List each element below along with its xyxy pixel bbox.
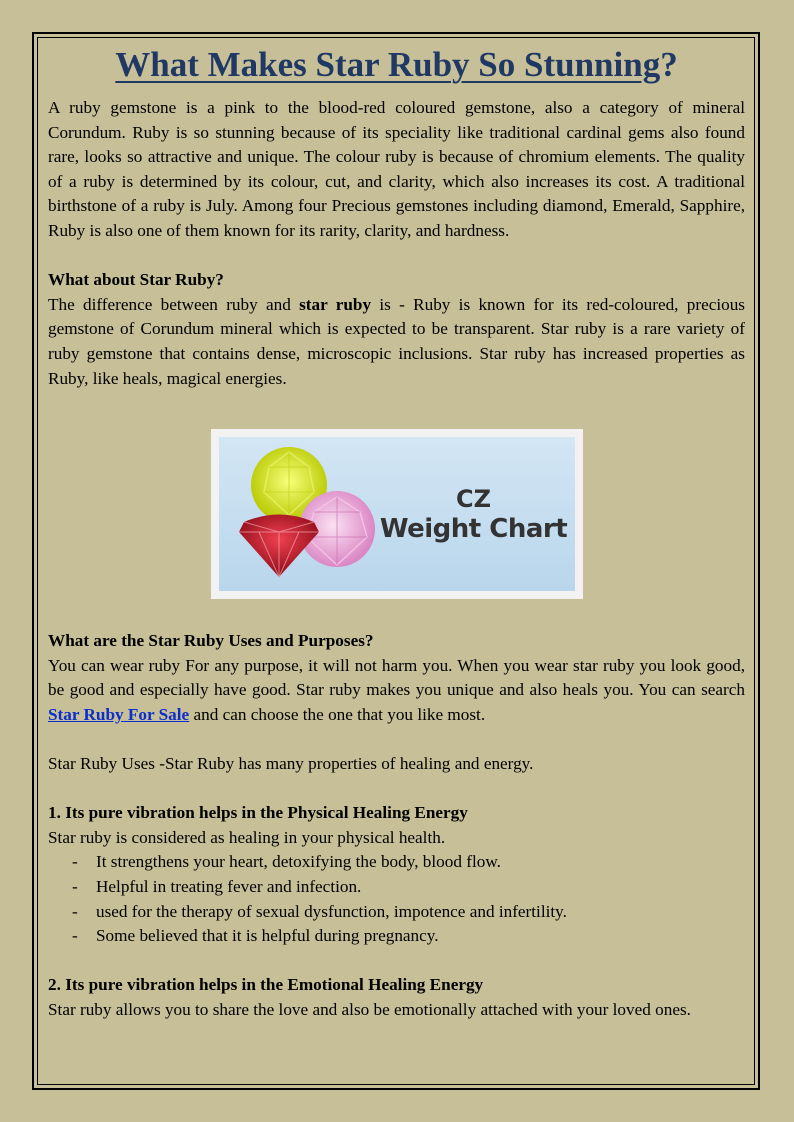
star-ruby-heading: What about Star Ruby?: [48, 270, 224, 290]
page-title-mark: ?: [660, 45, 678, 84]
image-caption-line2: Weight Chart: [379, 514, 568, 545]
emotional-paragraph: Star ruby allows you to share the love and also be emotionally attached with your loved ones.: [48, 1000, 691, 1020]
intro-paragraph: A ruby gemstone is a pink to the blood-red coloured gemstone, also a category of mineral Corundum. Ruby is so stunning because of its speciality like traditional cardinal gems also found rare, looks so attractive and unique. The colour ruby is because of chromium elements. The quality of a ruby is determined by its colour, cut, and clarity, which also increases its cost. A traditional birthstone of a ruby is July. Among four Precious gemstones including diamond, Emerald, Sapphire, Ruby is also one of them known for its rarity, clarity, and hardness.: [48, 98, 745, 240]
star-ruby-paragraph: The difference between ruby and star ruby is - Ruby is known for its red-coloured, precious gemstone of Corundum mineral which is expected to be transparent. Star ruby is a rare variety of ruby gemstone that contains dense, microscopic inclusions. Star ruby has increased properties as Ruby, like heals, magical energies.: [48, 294, 745, 388]
physical-paragraph: Star ruby is considered as healing in your physical health.: [48, 827, 446, 847]
list-item: - Helpful in treating fever and infection.: [48, 875, 745, 900]
page-title: [48, 38, 745, 92]
cz-weight-chart-image: [211, 429, 583, 599]
star-ruby-bold: star ruby: [299, 294, 372, 314]
uses-line: Star Ruby Uses -Star Ruby has many properties of healing and energy.: [48, 754, 534, 774]
physical-heading: 1. Its pure vibration helps in the Physical Healing Energy: [48, 803, 468, 823]
physical-list: [48, 850, 745, 948]
uses-paragraph: You can wear ruby For any purpose, it will not harm you. When you wear star ruby you look good, be good and especially have good. Star ruby makes you unique and also heals you. You can search Star Ruby For Sale and can choose the one that you like most.: [48, 655, 745, 724]
list-item: - It strengthens your heart, detoxifying the body, blood flow.: [48, 850, 745, 875]
image-banner: [219, 437, 575, 591]
image-caption-line1: CZ: [455, 485, 491, 514]
emotional-heading: 2. Its pure vibration helps in the Emotional Healing Energy: [48, 975, 484, 995]
list-item: - used for the therapy of sexual dysfunction, impotence and infertility.: [48, 900, 745, 925]
list-item: - Some believed that it is helpful during pregnancy.: [48, 924, 745, 949]
document-body: [48, 38, 745, 1023]
page-title-text: What Makes Star Ruby So Stunning: [115, 45, 661, 84]
uses-heading: What are the Star Ruby Uses and Purposes?: [48, 631, 374, 651]
star-ruby-for-sale-link[interactable]: Star Ruby For Sale: [48, 704, 190, 724]
